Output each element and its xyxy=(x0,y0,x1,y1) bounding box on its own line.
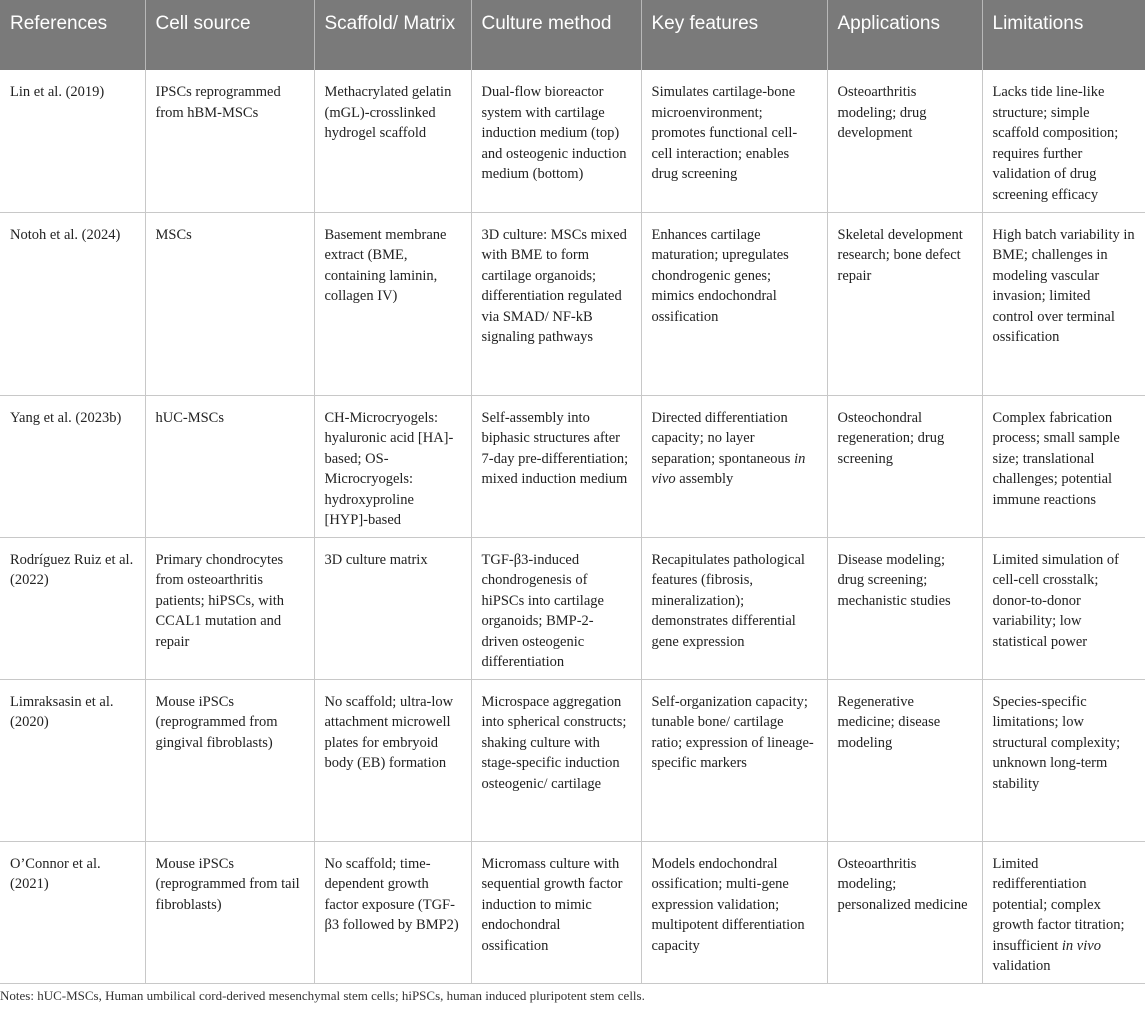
table-row xyxy=(0,679,1145,841)
cell-cell-source: Primary chondrocytes from osteoarthritis patients; hiPSCs, with CCAL1 mutation and repair xyxy=(145,537,314,679)
cell-reference: O’Connor et al. (2021) xyxy=(0,841,145,983)
cell-key-features: Simulates cartilage-bone microenvironment; promotes functional cell-cell interaction; enables drug screening xyxy=(641,70,827,212)
table-row xyxy=(0,212,1145,395)
cell-cell-source: Mouse iPSCs (reprogrammed from tail fibroblasts) xyxy=(145,841,314,983)
cell-culture-method: Self-assembly into biphasic structures after 7-day pre-differentiation; mixed induction medium xyxy=(471,395,641,537)
table-row xyxy=(0,395,1145,537)
cell-limitations: High batch variability in BME; challenges in modeling vascular invasion; limited control over terminal ossification xyxy=(982,212,1145,395)
header-cell-source: Cell source xyxy=(145,0,314,70)
cell-scaffold: CH-Microcryogels: hyaluronic acid [HA]-based; OS-Microcryogels: hydroxyproline [HYP]-based xyxy=(314,395,471,537)
cell-key-features: Recapitulates pathological features (fibrosis, mineralization); demonstrates differential gene expression xyxy=(641,537,827,679)
cell-reference: Lin et al. (2019) xyxy=(0,70,145,212)
cell-cell-source: Mouse iPSCs (reprogrammed from gingival fibroblasts) xyxy=(145,679,314,841)
cell-applications: Osteoarthritis modeling; personalized medicine xyxy=(827,841,982,983)
cell-applications: Osteoarthritis modeling; drug development xyxy=(827,70,982,212)
header-limitations: Limitations xyxy=(982,0,1145,70)
cell-reference: Notoh et al. (2024) xyxy=(0,212,145,395)
cell-applications: Disease modeling; drug screening; mechanistic studies xyxy=(827,537,982,679)
table-row xyxy=(0,841,1145,983)
cell-scaffold: No scaffold; time-dependent growth factor exposure (TGF-β3 followed by BMP2) xyxy=(314,841,471,983)
cell-applications: Regenerative medicine; disease modeling xyxy=(827,679,982,841)
cell-scaffold: No scaffold; ultra-low attachment microwell plates for embryoid body (EB) formation xyxy=(314,679,471,841)
italic-term: in vivo xyxy=(651,450,806,487)
cell-reference: Yang et al. (2023b) xyxy=(0,395,145,537)
cell-cell-source: MSCs xyxy=(145,212,314,395)
header-key-features: Key features xyxy=(641,0,827,70)
header-applications: Applications xyxy=(827,0,982,70)
cell-limitations: Complex fabrication process; small sample size; translational challenges; potential immune reactions xyxy=(982,395,1145,537)
header-scaffold-matrix: Scaffold/ Matrix xyxy=(314,0,471,70)
cell-culture-method: TGF-β3-induced chondrogenesis of hiPSCs into cartilage organoids; BMP-2-driven osteogenic differentiation xyxy=(471,537,641,679)
cell-reference: Rodríguez Ruiz et al. (2022) xyxy=(0,537,145,679)
cell-limitations: Species-specific limitations; low structural complexity; unknown long-term stability xyxy=(982,679,1145,841)
cell-key-features: Models endochondral ossification; multi-gene expression validation; multipotent differentiation capacity xyxy=(641,841,827,983)
cell-cell-source: IPSCs reprogrammed from hBM-MSCs xyxy=(145,70,314,212)
table-notes: Notes: hUC-MSCs, Human umbilical cord-derived mesenchymal stem cells; hiPSCs, human induced pluripotent stem cells. xyxy=(0,988,645,1003)
cell-applications: Osteochondral regeneration; drug screening xyxy=(827,395,982,537)
cell-culture-method: Micromass culture with sequential growth factor induction to mimic endochondral ossification xyxy=(471,841,641,983)
cell-key-features: Directed differentiation capacity; no layer separation; spontaneous in vivo assembly xyxy=(641,395,827,537)
cell-culture-method: Microspace aggregation into spherical constructs; shaking culture with stage-specific induction osteogenic/ cartilage xyxy=(471,679,641,841)
cell-applications: Skeletal development research; bone defect repair xyxy=(827,212,982,395)
cell-culture-method: 3D culture: MSCs mixed with BME to form cartilage organoids; differentiation regulated via SMAD/ NF-kB signaling pathways xyxy=(471,212,641,395)
header-row xyxy=(0,0,1145,70)
cell-key-features: Enhances cartilage maturation; upregulates chondrogenic genes; mimics endochondral ossification xyxy=(641,212,827,395)
cell-limitations: Limited redifferentiation potential; complex growth factor titration; insufficient in vivo validation xyxy=(982,841,1145,983)
cell-reference: Limraksasin et al. (2020) xyxy=(0,679,145,841)
cell-culture-method: Dual-flow bioreactor system with cartilage induction medium (top) and osteogenic induction medium (bottom) xyxy=(471,70,641,212)
cell-cell-source: hUC-MSCs xyxy=(145,395,314,537)
table-row xyxy=(0,537,1145,679)
cell-scaffold: Methacrylated gelatin (mGL)-crosslinked hydrogel scaffold xyxy=(314,70,471,212)
cell-scaffold: Basement membrane extract (BME, containing laminin, collagen IV) xyxy=(314,212,471,395)
cell-limitations: Limited simulation of cell-cell crosstalk; donor-to-donor variability; low statistical power xyxy=(982,537,1145,679)
table-body xyxy=(0,70,1145,983)
table-row xyxy=(0,70,1145,212)
cell-limitations: Lacks tide line-like structure; simple scaffold composition; requires further validation of drug screening efficacy xyxy=(982,70,1145,212)
cell-scaffold: 3D culture matrix xyxy=(314,537,471,679)
italic-term: in vivo xyxy=(1061,937,1101,954)
cell-key-features: Self-organization capacity; tunable bone/ cartilage ratio; expression of lineage-specific markers xyxy=(641,679,827,841)
header-culture-method: Culture method xyxy=(471,0,641,70)
table-header xyxy=(0,0,1145,70)
header-references: References xyxy=(10,13,108,34)
